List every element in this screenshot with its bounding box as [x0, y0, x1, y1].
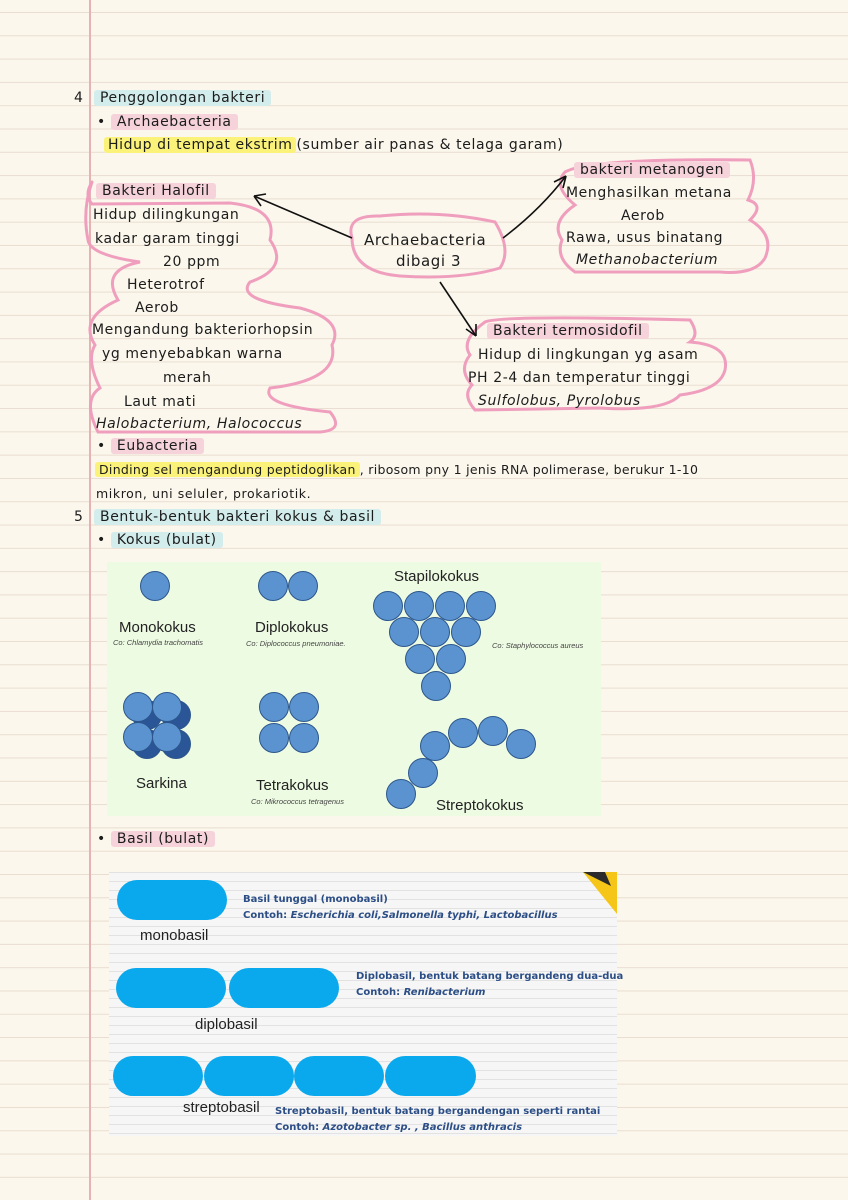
stapilokokus-cell [421, 671, 451, 701]
halofil-line: Heterotrof [127, 277, 205, 293]
metanogen-line: Aerob [621, 208, 665, 224]
streptobasil-rod [385, 1056, 476, 1096]
halofil-line: Aerob [135, 300, 179, 316]
section-number-4: 4 [74, 90, 84, 106]
corner-tab-icon [581, 872, 617, 916]
halofil-line: Hidup dilingkungan [93, 207, 240, 223]
metanogen-line: Rawa, usus binatang [566, 230, 724, 246]
stapilokokus-cell [373, 591, 403, 621]
tetrakokus-cell [259, 723, 289, 753]
stapilokokus-cell [435, 591, 465, 621]
streptokokus-cell [420, 731, 450, 761]
stapilokokus-example: Co: Staphylococcus aureus [492, 641, 584, 650]
eubacteria-bullet: • Eubacteria [97, 438, 204, 454]
monobasil-label: monobasil [140, 927, 209, 944]
section-title-4: Penggolongan bakteri [94, 90, 271, 106]
section-number-5: 5 [74, 509, 84, 525]
diplokokus-example: Co: Diplococcus pneumoniae. [246, 639, 346, 648]
streptokokus-label: Streptokokus [436, 797, 524, 814]
monokokus-label: Monokokus [119, 619, 196, 636]
streptokokus-cell [478, 716, 508, 746]
stapilokokus-cell [405, 644, 435, 674]
sarkina-cell [152, 692, 182, 722]
kokus-diagram-panel [107, 562, 601, 816]
stapilokokus-label: Stapilokokus [394, 568, 480, 585]
termo-line: Hidup di lingkungan yg asam [478, 347, 699, 363]
sarkina-cell [123, 692, 153, 722]
metanogen-title: bakteri metanogen [574, 162, 730, 178]
streptobasil-rod [294, 1056, 384, 1096]
monokokus-example: Co: Chlamydia trachomatis [113, 638, 204, 647]
tetrakokus-cell [289, 723, 319, 753]
archaebacteria-bullet: • Archaebacteria [97, 114, 238, 130]
tetrakokus-label: Tetrakokus [256, 777, 329, 794]
center-title: Archaebacteria [364, 231, 487, 249]
halofil-line: yg menyebabkan warna [102, 346, 283, 362]
halofil-line: Laut mati [124, 394, 197, 410]
kokus-bullet: • Kokus (bulat) [97, 532, 223, 548]
diplobasil-label: diplobasil [195, 1016, 258, 1033]
tetrakokus-cell [259, 692, 289, 722]
streptobasil-label: streptobasil [183, 1099, 260, 1116]
diplobasil-rod [229, 968, 339, 1008]
diplokokus-label: Diplokokus [255, 619, 329, 636]
stapilokokus-cell [404, 591, 434, 621]
streptobasil-rod [113, 1056, 203, 1096]
metanogen-examples: Methanobacterium [576, 252, 719, 268]
halofil-examples: Halobacterium, Halococcus [96, 416, 303, 432]
termo-examples: Sulfolobus, Pyrolobus [478, 393, 641, 409]
halofil-line: Mengandung bakteriorhopsin [92, 322, 314, 338]
stapilokokus-cell [436, 644, 466, 674]
section-title-5: Bentuk-bentuk bakteri kokus & basil [94, 509, 381, 525]
halofil-line: kadar garam tinggi [95, 231, 240, 247]
tetrakokus-cell [289, 692, 319, 722]
monokokus-cell [140, 571, 170, 601]
sarkina-label: Sarkina [136, 775, 187, 792]
halofil-line: 20 ppm [163, 254, 221, 270]
termo-title: Bakteri termosidofil [487, 323, 649, 339]
sarkina-cell [152, 722, 182, 752]
diplokokus-cell [258, 571, 288, 601]
diplokokus-cell [288, 571, 318, 601]
basil-bullet: • Basil (bulat) [97, 831, 215, 847]
eubacteria-line-2: mikron, uni seluler, prokariotik. [96, 486, 312, 501]
diplobasil-description: Diplobasil, bentuk batang bergandeng dua-dua Contoh: Renibacterium [356, 971, 624, 998]
diplobasil-rod [116, 968, 226, 1008]
termo-line: PH 2-4 dan temperatur tinggi [468, 370, 691, 386]
monobasil-description: Basil tunggal (monobasil) Contoh: Escherichia coli,Salmonella typhi, Lactobacillus [243, 894, 558, 921]
streptobasil-description: Streptobasil, bentuk batang bergandengan seperti rantai Contoh: Azotobacter sp. , Bacillus anthracis [275, 1106, 601, 1133]
tetrakokus-example: Co: Mikrococcus tetragenus [251, 797, 344, 806]
halofil-line: merah [163, 370, 212, 386]
stapilokokus-cell [420, 617, 450, 647]
streptokokus-cell [448, 718, 478, 748]
archaebacteria-description: Hidup di tempat ekstrim (sumber air panas & telaga garam) [104, 137, 563, 153]
stapilokokus-cell [389, 617, 419, 647]
metanogen-line: Menghasilkan metana [566, 185, 732, 201]
basil-diagram-panel [109, 872, 624, 1136]
stapilokokus-cell [466, 591, 496, 621]
streptokokus-cell [506, 729, 536, 759]
eubacteria-line-1: Dinding sel mengandung peptidoglikan , ribosom pny 1 jenis RNA polimerase, berukur 1-10 [95, 462, 698, 477]
streptobasil-rod [204, 1056, 294, 1096]
center-subtitle: dibagi 3 [396, 252, 462, 270]
monobasil-rod [117, 880, 227, 920]
stapilokokus-cell [451, 617, 481, 647]
halofil-title: Bakteri Halofil [96, 183, 216, 199]
streptokokus-cell [408, 758, 438, 788]
sarkina-cell [123, 722, 153, 752]
